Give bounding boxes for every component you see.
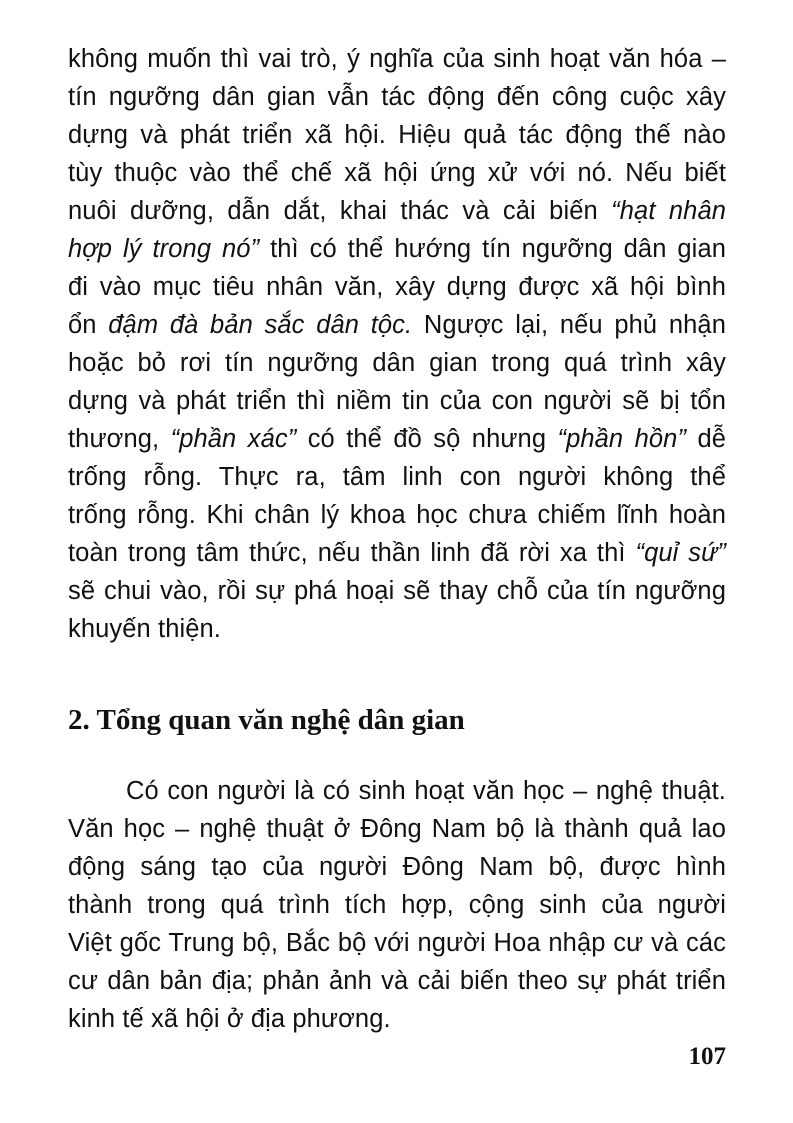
- italic-phrase: “hạt nhân: [611, 197, 727, 225]
- text-run: ổn: [68, 311, 97, 339]
- text-line: không muốn thì vai trò, ý nghĩa của sinh hoạt văn hóa –: [68, 45, 726, 73]
- italic-phrase: hợp lý trong nó”: [68, 235, 260, 263]
- italic-phrase: đậm đà bản sắc dân tộc.: [108, 311, 413, 339]
- text-line: động sáng tạo của người Đông Nam bộ, được hình: [68, 853, 726, 881]
- italic-phrase: “phần hồn”: [557, 425, 687, 453]
- text-line: khuyến thiện.: [68, 615, 221, 643]
- text-run: thì có thể hướng tín ngưỡng dân gian: [270, 235, 727, 263]
- text-line: dựng và phát triển xã hội. Hiệu quả tác động thế nào: [68, 121, 726, 149]
- text-line: trống rỗng. Thực ra, tâm linh con người không thể: [68, 463, 726, 491]
- book-page: [68, 40, 726, 1100]
- text-line: đi vào mục tiêu nhân văn, xây dựng được xã hội bình: [68, 273, 726, 301]
- text-line: thành trong quá trình tích hợp, cộng sinh của người: [68, 891, 726, 919]
- text-line: hoặc bỏ rơi tín ngưỡng dân gian trong quá trình xây: [68, 349, 726, 377]
- section-heading: 2. Tổng quan văn nghệ dân gian: [68, 704, 465, 736]
- paragraph-1: [68, 40, 726, 648]
- text-line: dựng và phát triển thì niềm tin của con người sẽ bị tổn: [68, 387, 726, 415]
- text-line: [68, 420, 726, 458]
- text-line: Văn học – nghệ thuật ở Đông Nam bộ là thành quả lao: [68, 815, 726, 843]
- text-line: trống rỗng. Khi chân lý khoa học chưa chiếm lĩnh hoàn: [68, 501, 726, 529]
- text-line: sẽ chui vào, rồi sự phá hoại sẽ thay chỗ của tín ngưỡng: [68, 577, 726, 605]
- italic-phrase: “quỉ sứ”: [635, 539, 727, 567]
- text-line: [68, 192, 726, 230]
- italic-phrase: “phần xác”: [170, 425, 297, 453]
- text-line: kinh tế xã hội ở địa phương.: [68, 1005, 391, 1033]
- text-line: tùy thuộc vào thể chế xã hội ứng xử với nó. Nếu biết: [68, 159, 726, 187]
- text-line: cư dân bản địa; phản ảnh và cải biến theo sự phát triển: [68, 967, 726, 995]
- text-run: toàn trong tâm thức, nếu thần linh đã rời xa thì: [68, 539, 626, 567]
- text-line: tín ngưỡng dân gian vẫn tác động đến công cuộc xây: [68, 83, 726, 111]
- text-run: dễ: [697, 425, 727, 453]
- text-run: Ngược lại, nếu phủ nhận: [423, 311, 726, 339]
- text-line: [68, 306, 726, 344]
- text-line: Có con người là có sinh hoạt văn học – nghệ thuật.: [126, 777, 726, 805]
- page-number: 107: [688, 1043, 726, 1070]
- text-line: [68, 230, 726, 268]
- text-line: Việt gốc Trung bộ, Bắc bộ với người Hoa nhập cư và các: [68, 929, 726, 957]
- paragraph-2: [68, 772, 726, 1038]
- text-line: [68, 534, 726, 572]
- text-run: nuôi dưỡng, dẫn dắt, khai thác và cải biến: [68, 197, 598, 225]
- text-run: có thể đồ sộ nhưng: [307, 425, 547, 453]
- text-run: thương,: [68, 425, 160, 453]
